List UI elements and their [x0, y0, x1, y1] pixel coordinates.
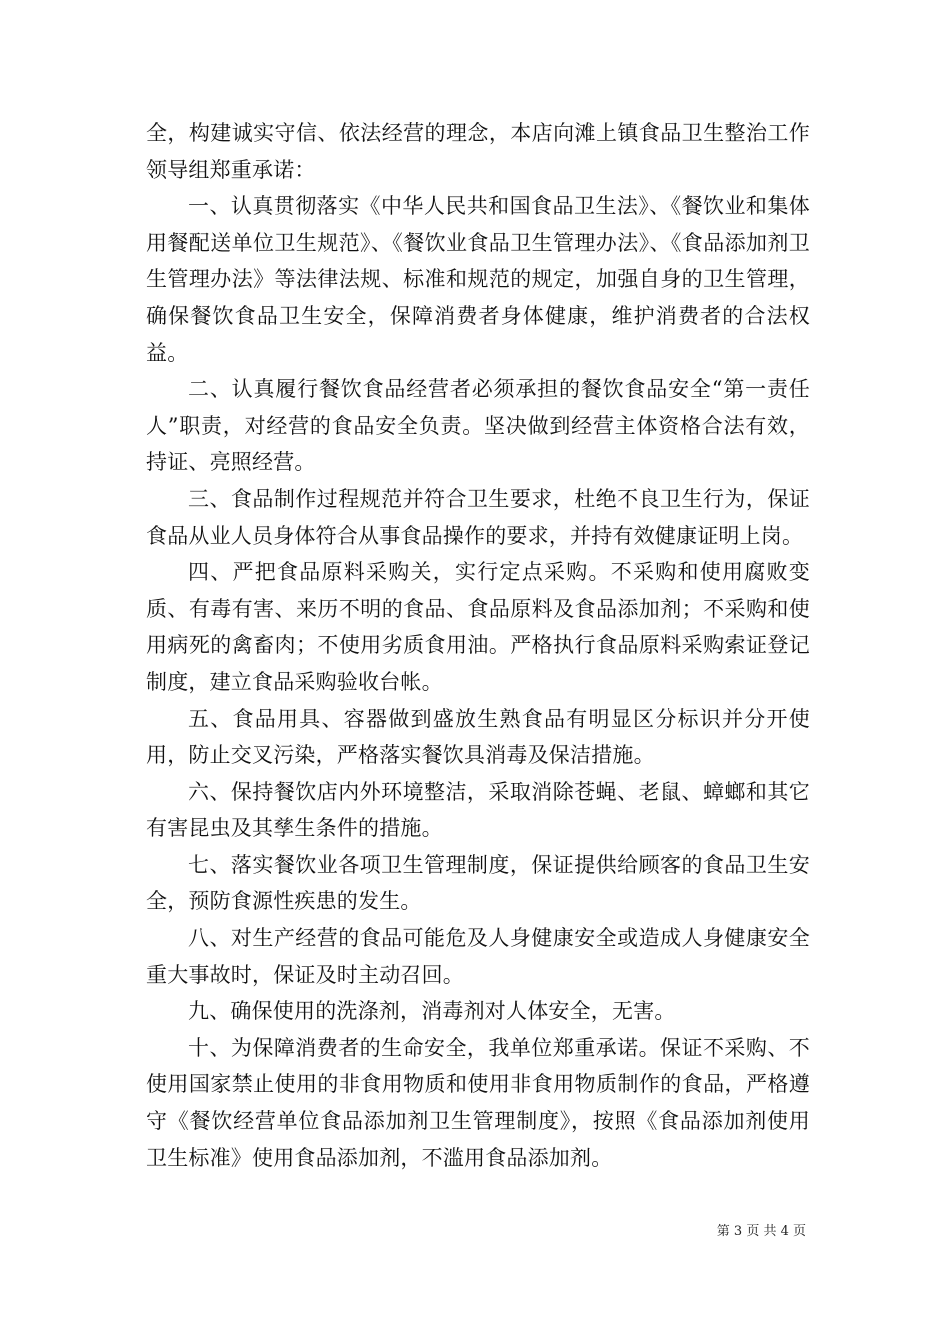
paragraph-item-4: 四、严把食品原料采购关，实行定点采购。不采购和使用腐败变质、有毒有害、来历不明的食品、食品原料及食品添加剂；不采购和使用病死的禽畜肉；不使用劣质食用油。严格执行食品原料采购索证登记制度，建立食品采购验收台帐。 [146, 560, 810, 694]
paragraph-item-2: 二、认真履行餐饮食品经营者必须承担的餐饮食品安全“第一责任人”职责，对经营的食品安全负责。坚决做到经营主体资格合法有效，持证、亮照经营。 [146, 377, 810, 475]
paragraph-item-7: 七、落实餐饮业各项卫生管理制度，保证提供给顾客的食品卫生安全，预防食源性疾患的发生。 [146, 852, 810, 914]
page-number: 第 3 页 共 4 页 [716, 1224, 806, 1239]
paragraph-item-5: 五、食品用具、容器做到盛放生熟食品有明显区分标识并分开使用，防止交叉污染，严格落实餐饮具消毒及保洁措施。 [146, 706, 810, 768]
document-body [146, 115, 810, 1176]
paragraph-item-1: 一、认真贯彻落实《中华人民共和国食品卫生法》、《餐饮业和集体用餐配送单位卫生规范》、《餐饮业食品卫生管理办法》、《食品添加剂卫生管理办法》等法律法规、标准和规范的规定，加强自身的卫生管理，确保餐饮食品卫生安全，保障消费者身体健康，维护消费者的合法权益。 [146, 194, 810, 365]
paragraph-item-8: 八、对生产经营的食品可能危及人身健康安全或造成人身健康安全重大事故时，保证及时主动召回。 [146, 926, 810, 987]
paragraph-item-3: 三、食品制作过程规范并符合卫生要求，杜绝不良卫生行为，保证食品从业人员身体符合从事食品操作的要求，并持有效健康证明上岗。 [146, 486, 810, 548]
paragraph-intro: 全，构建诚实守信、依法经营的理念，本店向滩上镇食品卫生整治工作领导组郑重承诺： [146, 121, 810, 182]
paragraph-item-10: 十、为保障消费者的生命安全，我单位郑重承诺。保证不采购、不使用国家禁止使用的非食用物质和使用非食用物质制作的食品，严格遵守《餐饮经营单位食品添加剂卫生管理制度》，按照《食品添加剂使用卫生标准》使用食品添加剂，不滥用食品添加剂。 [146, 1035, 810, 1170]
paragraph-item-9: 九、确保使用的洗涤剂，消毒剂对人体安全，无害。 [188, 999, 676, 1024]
paragraph-item-6: 六、保持餐饮店内外环境整洁，采取消除苍蝇、老鼠、蟑螂和其它有害昆虫及其孳生条件的措施。 [146, 779, 810, 841]
